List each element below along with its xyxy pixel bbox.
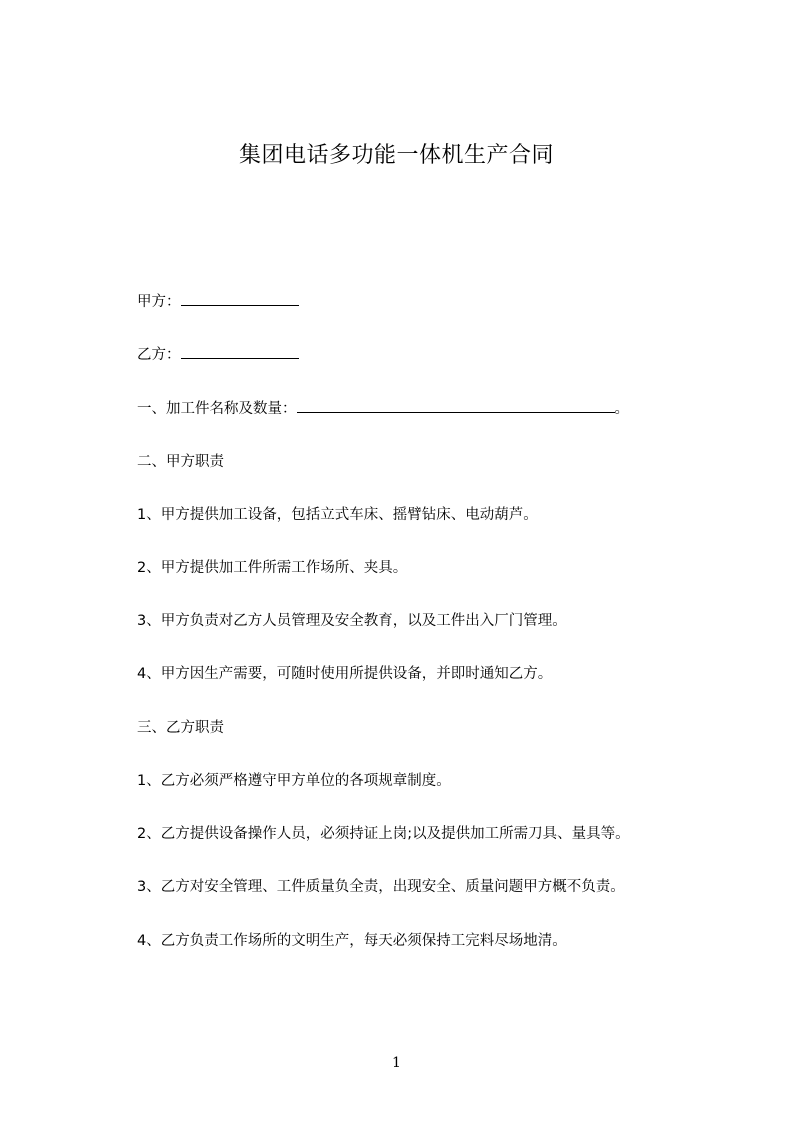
section2-heading: 二、甲方职责 [137,454,224,470]
section3-item-4: 4、乙方负责工作场所的文明生产，每天必须保持工完料尽场地清。 [137,933,567,949]
section1-label: 一、加工件名称及数量： [137,401,297,417]
party-a-line [137,291,299,312]
section3-item-3: 3、乙方对安全管理、工件质量负全责，出现安全、质量问题甲方概不负责。 [137,879,625,895]
page-number: 1 [392,1055,401,1071]
section1-suffix: 。 [614,401,629,417]
section3-item-2: 2、乙方提供设备操作人员，必须持证上岗;以及提供加工所需刀具、量具等。 [137,826,630,842]
section3-item-1: 1、乙方必须严格遵守甲方单位的各项规章制度。 [137,773,451,789]
section1-line [137,398,629,419]
document-title: 集团电话多功能一体机生产合同 [238,143,554,168]
party-b-blank [181,344,299,359]
section3-heading: 三、乙方职责 [137,720,224,736]
party-a-label: 甲方： [137,294,181,310]
section2-item-4: 4、甲方因生产需要，可随时使用所提供设备，并即时通知乙方。 [137,666,553,682]
party-b-label: 乙方： [137,347,181,363]
party-a-blank [181,291,299,306]
section2-item-3: 3、甲方负责对乙方人员管理及安全教育，以及工件出入厂门管理。 [137,613,567,629]
section2-item-1: 1、甲方提供加工设备，包括立式车床、摇臂钻床、电动葫芦。 [137,507,538,523]
section2-item-2: 2、甲方提供加工件所需工作场所、夹具。 [137,560,408,576]
section1-blank [297,398,615,413]
party-b-line [137,344,299,365]
